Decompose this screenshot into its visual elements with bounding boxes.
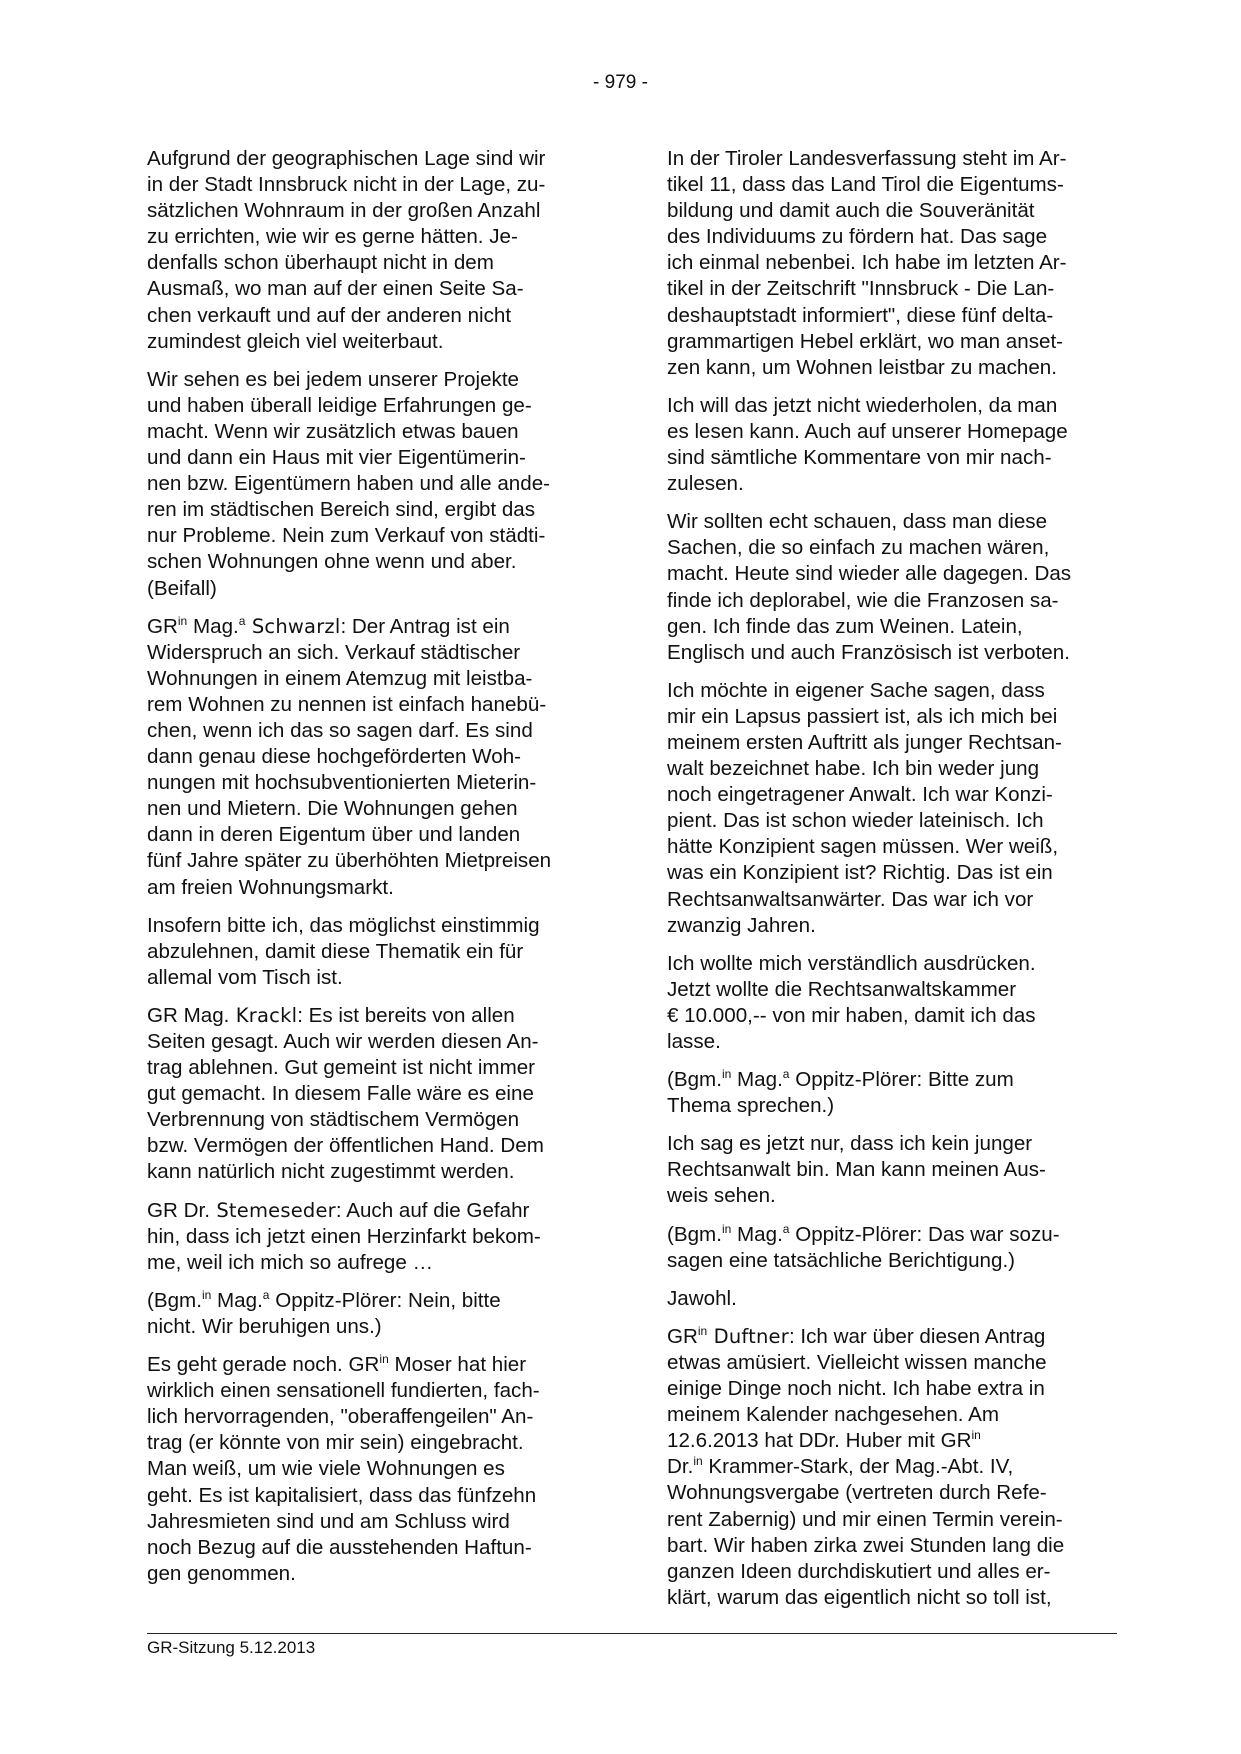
speech-text: Krammer-Stark, der Mag.-Abt. IV, Wohnungsvergabe (vertreten durch Refe- rent Zabernig) und mir einen Termin verein- bart. Wir haben zirka zwei Stunden lang die ganzen Ideen durchdiskutiert und alles er- klärt, warum das eigentlich nicht so toll ist, [667, 1455, 1065, 1609]
speech-text: Dr. [667, 1455, 694, 1479]
paragraph: Ich will das jetzt nicht wiederholen, da man es lesen kann. Auch auf unserer Homepage sind sämtliche Kommentare von mir nach- zulesen. [667, 393, 1068, 496]
superscript: in [177, 613, 188, 628]
speaker-title: GR [147, 614, 178, 638]
superscript: in [971, 1428, 981, 1443]
page-number: - 979 - [593, 72, 648, 93]
interjection [667, 1067, 1127, 1119]
speaker-name: Stemeseder [209, 1198, 336, 1222]
interjection [667, 1222, 1127, 1274]
speech-krackl [147, 1003, 597, 1186]
speech-schwarzl [147, 614, 597, 901]
speaker-title: GR Mag. [147, 1003, 230, 1027]
interjection-prefix: (Bgm. [147, 1288, 202, 1312]
speaker-title: GR Dr. [147, 1198, 210, 1222]
superscript: a [782, 1221, 790, 1236]
speech-stemeseder [147, 1198, 597, 1276]
speech-text: : Der Antrag ist ein Widerspruch an sich. Verkauf städtischer Wohnungen in einem Atemzug mit leistba- rem Wohnen zu nennen ist einfach hanebü- chen, wenn ich das so sagen darf. Es sind dann genau diese hochgeförderten Woh- nungen mit hochsubventionierten Mieterin- nen und Mietern. Die Wohnungen gehen dann in deren Eigentum über und landen fünf Jahre später zu überhöhten Mietpreisen am freien Wohnungsmarkt. [147, 614, 552, 899]
speech-text: : Auch auf die Gefahr hin, dass ich jetzt einen Herzinfarkt bekom- me, weil ich mich so aufrege … [147, 1198, 541, 1274]
interjection-text: Oppitz-Plörer: Bitte zum Thema sprechen.) [667, 1068, 1014, 1118]
interjection-prefix: Mag. [211, 1288, 263, 1312]
interjection-text: Oppitz-Plörer: Nein, bitte nicht. Wir beruhigen uns.) [147, 1288, 501, 1338]
footer-rule [147, 1633, 1117, 1634]
left-column [147, 146, 597, 1599]
superscript: in [693, 1454, 703, 1469]
superscript: in [721, 1067, 732, 1082]
superscript: a [782, 1067, 790, 1082]
interjection-prefix: (Bgm. [667, 1068, 722, 1092]
paragraph: In der Tiroler Landesverfassung steht im Ar- tikel 11, dass das Land Tirol die Eigentums- bildung und damit auch die Souveränität des Individuums zu fördern hat. Das sage ich einmal nebenbei. Ich habe im letzten Ar- tikel in der Zeitschrift "Innsbruck - Die Lan- deshauptstadt informiert", diese fünf delta- grammartigen Hebel erklärt, wo man anset- zen kann, um Wohnen leistbar zu machen. [667, 147, 1067, 379]
superscript: in [379, 1352, 389, 1367]
superscript: a [238, 613, 246, 628]
superscript: in [721, 1221, 732, 1236]
speaker-name: Krackl [229, 1003, 298, 1027]
speech-duftner [667, 1324, 1127, 1611]
interjection-prefix: Mag. [731, 1222, 783, 1246]
right-column [667, 146, 1127, 1623]
paragraph: Ich sag es jetzt nur, dass ich kein junger Rechtsanwalt bin. Man kann meinen Aus- weis sehen. [667, 1132, 1046, 1208]
speaker-name: Duftner [707, 1324, 789, 1348]
paragraph-text: Moser hat hier wirklich einen sensationell fundierten, fach- lich hervorragenden, "oberaffengeilen" An- trag (er könnte von mir sein) eingebracht. Man weiß, um wie viele Wohnungen es geht. Es ist kapitalisiert, dass das fünfzehn Jahresmieten sind und am Schluss wird noch Bezug auf die ausstehenden Haftun- gen genommen. [147, 1353, 540, 1585]
paragraph [147, 1352, 597, 1587]
superscript: a [262, 1287, 270, 1302]
interjection-prefix: (Bgm. [667, 1222, 722, 1246]
paragraph: Aufgrund der geographischen Lage sind wir in der Stadt Innsbruck nicht in der Lage, zu- sätzlichen Wohnraum in der großen Anzahl zu errichten, wie wir es gerne hätten. Je- denfalls schon überhaupt nicht in dem Ausmaß, wo man auf der einen Seite Sa- chen verkauft und auf der anderen nicht zumindest gleich viel weiterbaut. [147, 147, 546, 353]
speech-text: : Ich war über diesen Antrag etwas amüsiert. Vielleicht wissen manche einige Dinge noch nicht. Ich habe extra in meinem Kalender nachgesehen. Am 12.6.2013 hat DDr. Huber mit GR [667, 1324, 1047, 1453]
speech-text: : Es ist bereits von allen Seiten gesagt. Auch wir werden diesen An- trag ablehnen. Gut gemeint ist nicht immer gut gemacht. In diesem Falle wäre es eine Verbrennung von städtischem Vermögen bzw. Vermögen der öffentlichen Hand. Dem kann natürlich nicht zugestimmt werden. [147, 1003, 544, 1184]
paragraph: Jawohl. [667, 1286, 737, 1310]
paragraph: Wir sehen es bei jedem unserer Projekte und haben überall leidige Erfahrungen ge- macht. Wenn wir zusätzlich etwas bauen und dann ein Haus mit vier Eigentümerin- nen bzw. Eigentümern haben und alle ande- ren im städtischen Bereich sind, ergibt das nur Probleme. Nein zum Verkauf von städti- schen Wohnungen ohne wenn und aber. (Beifall) [147, 367, 551, 600]
paragraph: Ich möchte in eigener Sache sagen, dass mir ein Lapsus passiert ist, als ich mich bei meinem ersten Auftritt als junger Rechtsan- walt bezeichnet habe. Ich bin weder jung noch eingetragener Anwalt. Ich war Konzi- pient. Das ist schon wieder lateinisch. Ich hätte Konzipient sagen müssen. Wer weiß, was ein Konzipient ist? Richtig. Das ist ein Rechtsanwaltsanwärter. Das war ich vor zwanzig Jahren. [667, 678, 1062, 937]
interjection-prefix: Mag. [731, 1068, 783, 1092]
paragraph-text: Es geht gerade noch. GR [147, 1353, 380, 1377]
speaker-title: GR [667, 1324, 698, 1348]
superscript: in [201, 1287, 212, 1302]
footer-text: GR-Sitzung 5.12.2013 [147, 1638, 316, 1657]
superscript: in [697, 1323, 708, 1338]
interjection [147, 1288, 597, 1340]
paragraph: Wir sollten echt schauen, dass man diese Sachen, die so einfach zu machen wären, macht. Heute sind wieder alle dagegen. Das finde ich deplorabel, wie die Franzosen sa- gen. Ich finde das zum Weinen. Latein, Englisch und auch Französisch ist verboten. [667, 510, 1072, 664]
paragraph: Ich wollte mich verständlich ausdrücken. Jetzt wollte die Rechtsanwaltskammer € 10.000,-- von mir haben, damit ich das lasse. [667, 951, 1036, 1053]
speaker-name: Schwarzl [245, 614, 341, 638]
paragraph: Insofern bitte ich, das möglichst einstimmig abzulehnen, damit diese Thematik ein für allemal vom Tisch ist. [147, 913, 540, 989]
interjection-text: Oppitz-Plörer: Das war sozu- sagen eine tatsächliche Berichtigung.) [667, 1222, 1060, 1272]
speaker-title: Mag. [187, 614, 239, 638]
